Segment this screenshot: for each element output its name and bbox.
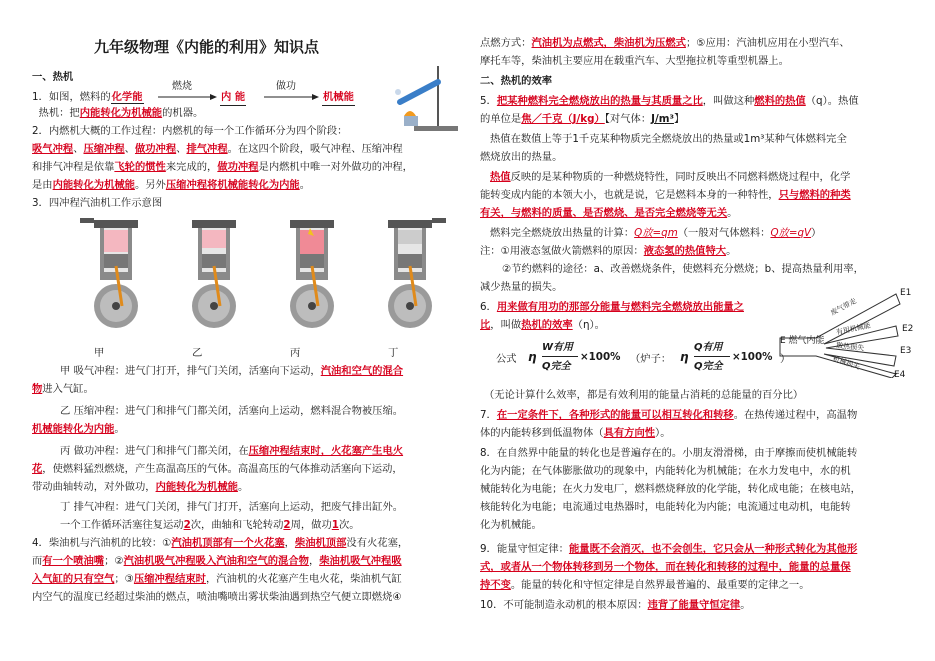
formula-num1: W有用 (542, 342, 574, 353)
r8-4: ） (811, 227, 822, 239)
engine-label-jia: 甲 (94, 347, 105, 359)
save-fuel-1: ②节约燃料的途径：a、改善燃烧条件，使燃料充分燃烧；b、提高热量利用率， (502, 263, 864, 275)
item-2-line3 (32, 160, 413, 175)
heat-engine-definition (32, 106, 203, 121)
steam-puff (395, 89, 401, 95)
formula-eta-2: η (680, 350, 689, 364)
dz-5: 而 (32, 555, 43, 567)
perpetual-motion (480, 598, 751, 613)
formula-qm: Q放=qm (634, 227, 678, 239)
yi-key: 机械能转化为内能 (32, 423, 115, 435)
dz-4: 没有火花塞， (346, 537, 409, 549)
r11-3: ，叫做 (490, 319, 522, 331)
r15-tail: 。能量的转化和守恒定律是自然界最普遍的、最重要的定律之一。 (510, 579, 810, 591)
r13-key: 在一定条件下，各种形式的能量可以相互转化和转移 (496, 409, 734, 421)
bing-3: 带动曲轴转动，对外做功， (32, 481, 156, 493)
intake-stroke-desc (60, 364, 403, 379)
dz-8: 汽油机吸气冲程吸入汽油和空气的混合物 (123, 555, 309, 567)
r15-key3: 持不变 (480, 579, 511, 591)
flow-lead: 1．如图，燃料的 (32, 91, 111, 103)
item-2-intro: 2．内燃机大概的工作过程：内燃机的每一个工作循环分为四个阶段： (32, 125, 348, 137)
exhaust-stroke-desc: 丁 排气冲程：进气门关闭，排气门打开，活塞向上运动，把废气排出缸外。 (60, 501, 404, 513)
r5-key: 把某种燃料完全燃烧放出的热量与其质量之比 (496, 95, 703, 107)
cycle-4: 次。 (338, 519, 360, 531)
arrow-label-work: 做功 (276, 81, 296, 92)
diesel-comparison-2 (32, 554, 402, 569)
arrow-head-2 (312, 94, 319, 100)
r11-key-tail: 比 (480, 319, 491, 331)
dz-6: 有一个喷油嘴 (42, 555, 105, 567)
r9-0: 注：①用液态氢做火箭燃料的原因： (480, 245, 644, 257)
ignition-method-1 (480, 36, 850, 51)
section-efficiency: 二、热机的效率 (480, 75, 553, 87)
engine-intake-diagram (80, 218, 138, 328)
compression-converts: 压缩冲程将机械能转化为内能 (165, 179, 300, 191)
def-part-1: 热机：把 (38, 107, 80, 119)
save-fuel-2: 减少热量的损失。 (480, 281, 563, 293)
conservation-3 (480, 578, 810, 593)
dz-3: 柴油机顶部 (294, 537, 347, 549)
r11-key: 用来做有用功的那部分能量与燃料完全燃烧放出能量之 (496, 301, 744, 313)
flow-internal-energy: 内 能 (220, 90, 246, 106)
nature-conversion-2: 化为内能；在气体膨胀做功的现象中，内能转化为机械能；在水力发电中，水的机 (480, 465, 851, 477)
cycle-work-count: 1 (331, 519, 339, 531)
heat-value-property-1 (490, 170, 850, 185)
diesel-comparison-3 (32, 572, 402, 587)
r5-5: 的单位是 (480, 113, 522, 125)
item-2-line4 (32, 178, 310, 193)
cycle-2: 次，曲轴和飞轮转动 (190, 519, 284, 531)
cycle-1: 一个工作循环活塞往复运动 (60, 519, 184, 531)
nature-conversion-5: 化为机械能。 (480, 519, 542, 531)
energy-e4: E4 (894, 370, 906, 380)
formula-den1: Q完全 (542, 361, 571, 372)
diesel-comparison-1 (32, 536, 408, 551)
formula-den2: Q完全 (694, 361, 723, 372)
r8-2: （一般对气体燃料： (677, 227, 771, 239)
bing-1: 丙 做功冲程：进气门和排气门都关闭，在 (60, 445, 249, 457)
engine-label-yi: 乙 (192, 347, 203, 359)
energy-item-exhaust: 废气带走 (829, 296, 858, 318)
stroke-exhaust: 排气冲程 (186, 143, 228, 155)
cycle-piston-count: 2 (183, 519, 191, 531)
r5-heat-value: 燃料的热值 (754, 95, 806, 107)
dz-11: 入气缸的只有空气 (32, 573, 115, 585)
energy-source-label: E 燃气内能 (780, 336, 825, 346)
r13-direction: 具有方向性 (603, 427, 656, 439)
alcohol-lamp (404, 116, 418, 126)
r13-0: 7． (480, 409, 497, 421)
efficiency-note: （无论计算什么效率，都是有效利用的能量占消耗的总能量的百分比） (484, 389, 804, 401)
formula-furnace: （炉子： (630, 353, 672, 365)
ign-key: 汽油机为点燃式，柴油机为压燃式 (531, 37, 686, 49)
r13-2: 。在热传递过程中，高温物 (733, 409, 858, 421)
r16-0: 10．不可能制造永动机的根本原因： (480, 599, 648, 611)
r15-key2: 式，或者从一个物体转移到另一个物体，而在转化和转移的过程中，能量的总量保 (480, 561, 851, 573)
diesel-comparison-4: 内空气的温度已经超过柴油的燃点，喷油嘴喷出雾状柴油遇到热空气便立即燃烧④ (32, 591, 402, 603)
formula-pct1: ×100% (580, 351, 621, 363)
nature-conversion-1: 8．在自然界中能量的转化也是普遍存在的。小朋友滑滑梯，由于摩擦而使机械能转 (480, 447, 858, 459)
item-3-title: 3．四冲程汽油机工作示意图 (32, 197, 163, 209)
engine-label-bing: 丙 (290, 347, 301, 359)
hydrogen-note (480, 244, 736, 259)
bing-end: 。 (237, 481, 249, 493)
power-stroke-desc-2 (32, 462, 403, 477)
energy-item-mech-loss: 机械损失 (831, 354, 861, 372)
energy-e2: E2 (902, 324, 914, 334)
ign-2: ；⑤应用：汽油机应用在小型汽车、 (685, 37, 850, 49)
ignition-method-2: 摩托车等，柴油机主要应用在载重汽车、大型拖拉机等重型机器上。 (480, 55, 789, 67)
compression-stroke-result (32, 422, 125, 437)
r11-efficiency: 热机的效率 (521, 319, 573, 331)
bing-key2: 内能转化为机械能 (155, 481, 238, 493)
r15-key1: 能量既不会消灭，也不会创生，它只会从一种形式转化为其他形 (568, 543, 858, 555)
nature-conversion-3: 械能转化为电能；在火力发电厂，燃料燃烧释放的化学能，转化成电能；在核电站， (480, 483, 861, 495)
dz-9: ， (308, 555, 320, 567)
transfer-2 (480, 426, 671, 441)
r15-0: 9．能量守恒定律： (480, 543, 569, 555)
cycle-3: 周，做功 (290, 519, 332, 531)
formula-qv: Q放=qV (770, 227, 812, 239)
r5-gas-unit: J/m³ (651, 113, 674, 125)
intake-stroke-desc-2 (32, 382, 94, 397)
r7-key2: 有关，与燃料的质量、是否燃烧、是否完全燃烧等无关 (480, 207, 728, 219)
test-tube-apparatus-illustration (392, 62, 464, 134)
r5-9: 】 (673, 113, 685, 125)
heat-calc (490, 226, 821, 241)
dz-0: 4．柴油机与汽油机的比较：① (32, 537, 172, 549)
ign-0: 点燃方式： (480, 37, 532, 49)
energy-item-heat-loss: 散热损失 (835, 341, 865, 353)
r13-3: 体的内能转移到低温物体（ (480, 427, 604, 439)
dz-14: ，汽油机的火花塞产生电火花，柴油机气缸 (205, 573, 402, 585)
conservation-1 (480, 542, 857, 557)
dz-10: 柴油机吸气冲程吸 (319, 555, 402, 567)
fraction-bar-1 (542, 356, 578, 357)
item-2-strokes: 吸气冲程、压缩冲程、做功冲程、排气冲程。在这四个阶段，吸气冲程、压缩冲程 (32, 143, 403, 155)
r11-end: （η）。 (572, 319, 605, 331)
stroke-power: 做功冲程 (134, 143, 177, 155)
yi-end: 。 (114, 423, 125, 435)
engine-compression-diagram (192, 220, 236, 328)
r5-unit: 焦／千克（J/kg） (521, 113, 605, 125)
conservation-2 (480, 560, 851, 575)
def-key: 内能转化为机械能 (79, 107, 163, 119)
heat-value-numeric-1: 热值在数值上等于1千克某种物质完全燃烧放出的热量或1m³某种气体燃料完全 (490, 133, 847, 145)
bing-key-tail: 花 (32, 463, 43, 475)
l4c: 。 (299, 179, 311, 191)
r16-key: 违背了能量守恒定律 (647, 599, 741, 611)
arrow-label-burn: 燃烧 (172, 81, 192, 92)
energy-e3: E3 (900, 346, 912, 356)
power-stroke-desc (60, 444, 403, 459)
r5-2: ，叫做这种 (702, 95, 755, 107)
engine-label-ding: 丁 (388, 347, 399, 359)
r7-end: 。 (727, 207, 738, 219)
r9-key: 液态氢的热值特大 (643, 245, 727, 257)
stand-base (414, 126, 458, 131)
l4a: 是由 (32, 179, 53, 191)
r5-7: 【对气体： (604, 113, 652, 125)
r5-4: （q）。热值 (805, 95, 859, 107)
r16-end: 。 (740, 599, 751, 611)
heat-value-def-1 (480, 94, 859, 109)
l3a: 和排气冲程是依靠 (32, 161, 115, 173)
def-part-2: 的机器。 (162, 107, 204, 119)
jia-1: 甲 吸气冲程：进气门打开，排气门关闭，活塞向下运动， (60, 365, 321, 377)
cycle-summary (60, 518, 360, 533)
r13-end: ）。 (655, 427, 671, 439)
r7-heat-value: 热值 (490, 171, 511, 183)
l4b: 。另外 (134, 179, 166, 191)
bing-2: ，使燃料猛烈燃烧，产生高温高压的气体。高温高压的气体推动活塞向下运动， (42, 463, 403, 475)
flow-chemical-energy: 化学能 (111, 91, 143, 103)
jia-key-tail: 物 (32, 383, 43, 395)
compression-stroke-desc: 乙 压缩冲程：进气门和排气门都关闭，活塞向上运动，燃料混合物被压缩。 (60, 405, 404, 417)
r9-end: 。 (726, 245, 737, 257)
heat-value-property-3 (480, 206, 737, 221)
cycle-flywheel-count: 2 (283, 519, 291, 531)
r7-key: 只与燃料的种类 (778, 189, 851, 201)
engine-power-diagram (290, 220, 334, 328)
flow-mechanical-energy: 机械能 (322, 90, 355, 106)
formula-pct2: ×100% (732, 351, 773, 363)
l3b: 来完成的， (165, 161, 218, 173)
nature-conversion-4: 核能转化为电能；电流通过电热器时，电能转化为内能；电流通过电动机，电能转 (480, 501, 851, 513)
energy-e1: E1 (900, 288, 912, 298)
efficiency-def-2 (480, 318, 605, 333)
formula-end: ） (780, 353, 791, 365)
dz-12: ；③ (114, 573, 134, 585)
flame-icon (404, 111, 416, 116)
engine-exhaust-diagram (388, 218, 446, 328)
r11-0: 6． (480, 301, 497, 313)
internal-to-mechanical: 内能转化为机械能 (52, 179, 135, 191)
formula-eta: η (528, 350, 537, 364)
arrow-head-1 (210, 94, 217, 100)
heat-value-unit (480, 112, 684, 127)
transfer-1 (480, 408, 857, 423)
strokes-tail: 。在这四个阶段，吸气冲程、压缩冲程 (227, 143, 403, 155)
heat-value-property-2 (480, 188, 851, 203)
page-title: 九年级物理《内能的利用》知识点 (94, 38, 320, 56)
r5-0: 5． (480, 95, 497, 107)
power-stroke: 做功冲程 (217, 161, 259, 173)
stroke-compression: 压缩冲程 (83, 143, 125, 155)
stroke-intake: 吸气冲程 (32, 143, 74, 155)
formula-num2: Q有用 (694, 342, 723, 353)
fraction-bar-2 (694, 356, 730, 357)
dz-1: 汽油机顶部有一个火花塞 (171, 537, 285, 549)
dz-2: ， (284, 537, 295, 549)
flywheel-inertia: 飞轮的惯性 (114, 161, 166, 173)
heat-value-numeric-2: 燃烧放出的热量。 (480, 151, 563, 163)
r7-1: 反映的是某种物质的一种燃烧特性，同时反映出不同燃料燃烧过程中，化学 (510, 171, 851, 183)
section-heat-engine: 一、热机 (32, 71, 74, 83)
jia-key: 汽油和空气的混合 (320, 365, 404, 377)
formula-lead: 公式 (496, 353, 517, 365)
jia-2: 进入气缸。 (42, 383, 94, 395)
l3c: 是内燃机中唯一对外做功的冲程， (258, 161, 413, 173)
bing-key: 压缩冲程结束时，火花塞产生电火 (248, 445, 404, 457)
power-stroke-desc-3 (32, 480, 248, 495)
r8-0: 燃料完全燃烧放出热量的计算： (490, 227, 635, 239)
r7-2: 能转变成内能的本领大小，也就是说，它是燃料本身的一种特性， (480, 189, 779, 201)
test-tube (400, 82, 438, 102)
dz-7: ；② (104, 555, 124, 567)
efficiency-def-1 (480, 300, 744, 315)
dz-13: 压缩冲程结束时 (133, 573, 206, 585)
four-stroke-engine-diagrams (48, 214, 448, 340)
energy-item-useful: 有用机械能 (835, 321, 872, 337)
